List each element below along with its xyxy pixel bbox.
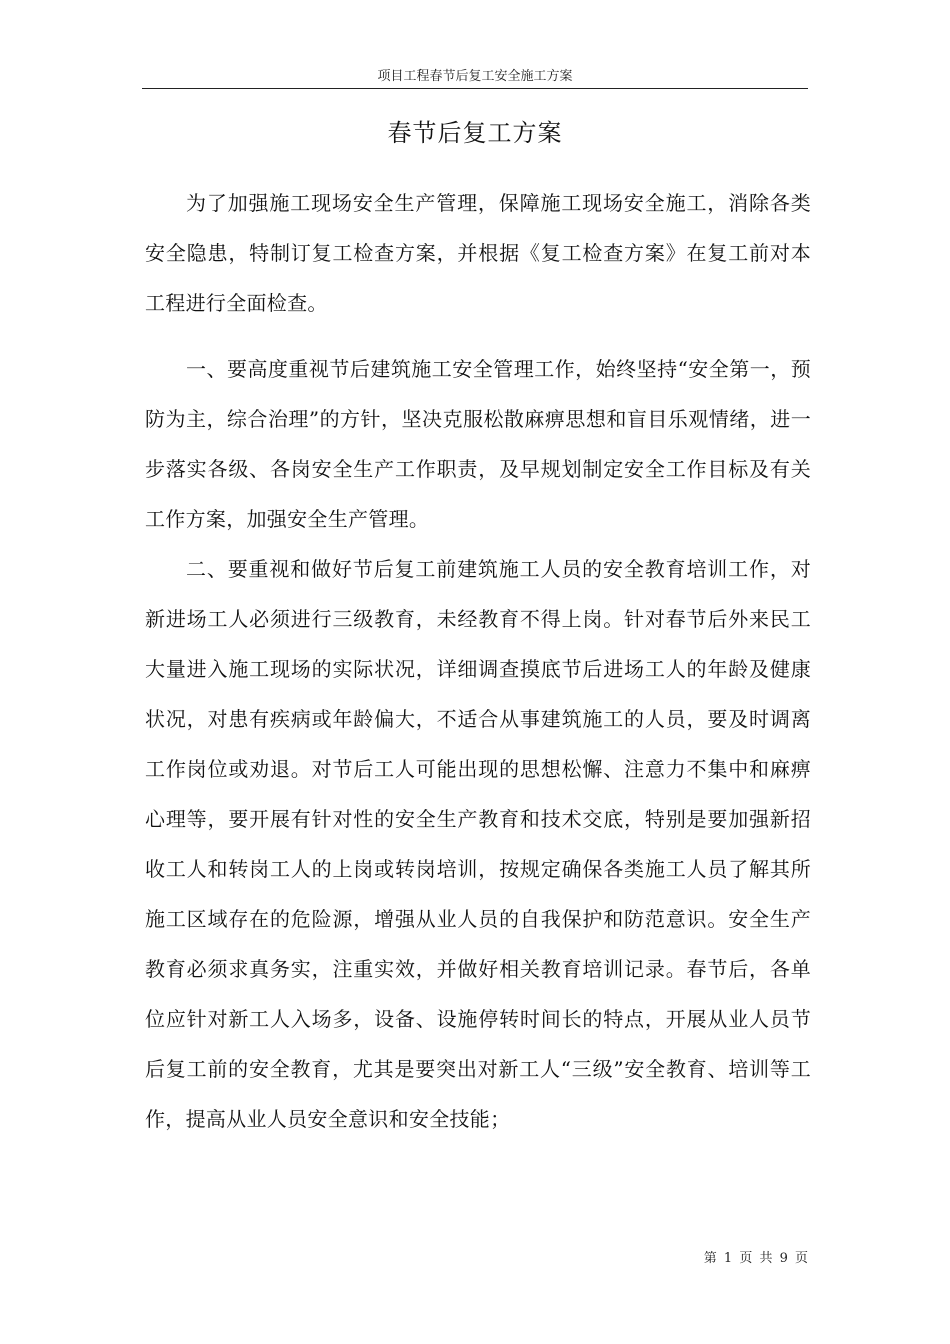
header-divider bbox=[142, 88, 808, 89]
paragraph-section-1: 一、要高度重视节后建筑施工安全管理工作，始终坚持“安全第一，预防为主，综合治理”的方针，坚决克服松散麻痹思想和盲目乐观情绪，进一步落实各级、各岗安全生产工作职责，及早规划制定安全工作目标及有关工作方案，加强安全生产管理。 bbox=[145, 357, 811, 531]
paragraph-section-2: 二、要重视和做好节后复工前建筑施工人员的安全教育培训工作，对新进场工人必须进行三级教育，未经教育不得上岗。针对春节后外来民工大量进入施工现场的实际状况，详细调查摸底节后进场工人的年龄及健康状况，对患有疾病或年龄偏大，不适合从事建筑施工的人员，要及时调离工作岗位或劝退。对节后工人可能出现的思想松懈、注意力不集中和麻痹心理等，要开展有针对性的安全生产教育和技术交底，特别是要加强新招收工人和转岗工人的上岗或转岗培训，按规定确保各类施工人员了解其所施工区域存在的危险源，增强从业人员的自我保护和防范意识。安全生产教育必须求真务实，注重实效，并做好相关教育培训记录。春节后，各单位应针对新工人入场多，设备、设施停转时间长的特点，开展从业人员节后复工前的安全教育，尤其是要突出对新工人“三级”安全教育、培训等工作，提高从业人员安全意识和安全技能； bbox=[145, 557, 811, 1131]
document-title: 春节后复工方案 bbox=[387, 119, 563, 147]
running-header: 项目工程春节后复工安全施工方案 bbox=[377, 69, 573, 84]
document-body bbox=[145, 178, 811, 1144]
paragraph-intro: 为了加强施工现场安全生产管理，保障施工现场安全施工，消除各类安全隐患，特制订复工检查方案，并根据《复工检查方案》在复工前对本工程进行全面检查。 bbox=[145, 191, 811, 315]
page-number: 第 1 页 共 9 页 bbox=[703, 1251, 808, 1266]
